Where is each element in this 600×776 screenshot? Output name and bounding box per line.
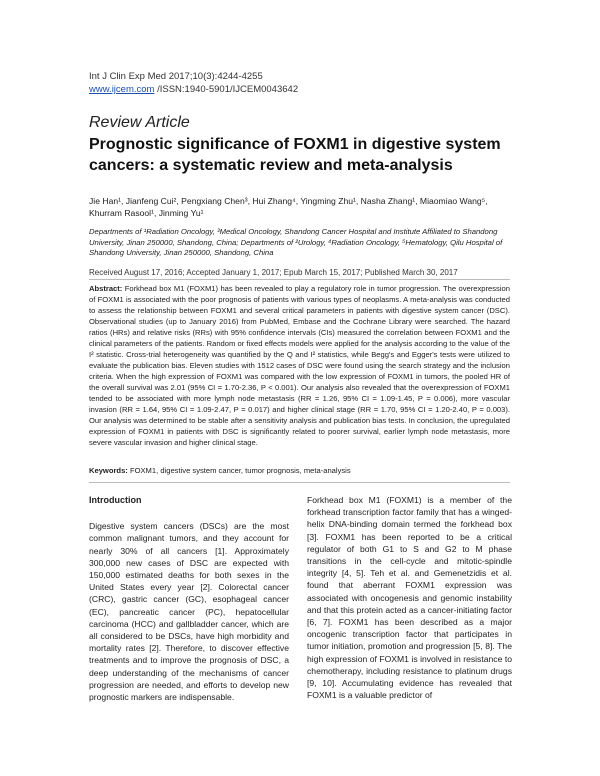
keywords: [89, 465, 510, 476]
journal-links: [89, 83, 298, 96]
author-list: Jie Han¹, Jianfeng Cui², Pengxiang Chen³, Hui Zhang⁴, Yingming Zhu¹, Nasha Zhang¹, Miaomiao Wang⁵, Khurram Rasool¹, Jinming Yu¹: [89, 196, 488, 218]
article-type: Review Article: [89, 114, 190, 131]
abstract-label: Abstract:: [89, 284, 123, 293]
journal-header: [89, 70, 298, 96]
right-column: [307, 494, 512, 701]
journal-citation: Int J Clin Exp Med 2017;10(3):4244-4255: [89, 71, 263, 82]
affiliations: Departments of ¹Radiation Oncology, ³Medical Oncology, Shandong Cancer Hospital and Institute Affiliated to Shandong University, Jinan 250000, Shandong, China; Departments of ²Urology, ⁴Radiation Oncology, ⁵Hematology, Qilu Hospital of Shandong University, Jinan 250000, Shandong, China: [89, 227, 503, 258]
divider: [89, 279, 510, 280]
intro-paragraph-right: Forkhead box M1 (FOXM1) is a member of the forkhead transcription factor family that has a winged-helix DNA-binding domain termed the forkhead box [3]. FOXM1 has been reported to be a critical regulator of both G1 to S and G2 to M phase transitions in the cell-cycle and mitotic-spindle integrity [4, 5]. Teh et al. and Gemenetzidis et al. found that aberrant FOXM1 expression was associated with oncogenesis and genomic instability and that this protein acted as a cancer-initiating factor [6, 7]. FOXM1 has been described as a major oncogenic transcription factor that participates in tumor initiation, promotion and progression [5, 8]. The high expression of FOXM1 is involved in resistance to chemotherapy, including resistance to platinum drugs [9, 10]. Accumulating evidence has revealed that FOXM1 is a valuable predictor of: [307, 495, 512, 701]
paper-title: Prognostic significance of FOXM1 in digestive system cancers: a systematic review and meta-analysis: [89, 136, 501, 174]
abstract-text: Forkhead box M1 (FOXM1) has been revealed to play a regulatory role in tumor progression. The overexpression of FOXM1 is associated with the poor prognosis of patients with various types of neoplasms. A meta-analysis was conducted to assess the relationship between FOXM1 and several critical parameters in patients with digestive system cancer (DSC). Observational studies (up to January 2016) from PubMed, Embase and the Cochrane Library were searched. The hazard ratios (HRs) and relative risks (RRs) with 95% confidence intervals (CIs) measured the correlation between FOXM1 and the clinical parameters of the patients. Random or fixed effects models were applied for the analysis according to the value of the I² statistic. Cross-trial heterogeneity was quantified by the Q and I² statistics, while Begg's and Egger's tests were utilized to evaluate the publication bias. Eleven studies with 1512 cases of DSC were found using the search strategy and the inclusion criteria. When the high expression of FOXM1 was compared with the low expression of FOXM1 in tumors, the pooled HR of the overall survival was 2.01 (95% CI = 1.70-2.36, P < 0.001). Our analysis also revealed that the overexpression of FOXM1 tended to be associated with more lymph node metastasis (RR = 1.26, 95% CI = 1.09-1.45, P = 0.006), more vascular invasion (RR = 1.64, 95% CI = 1.09-2.47, P = 0.017) and higher clinical stage (RR = 1.70, 95% CI = 1.20-2.40, P = 0.003). Our analysis was determined to be stable after a sensitivity analysis and publication bias tests. In conclusion, the upregulated expression of FOXM1 in patients with DSC is significantly related to poorer survival, earlier lymph node metastasis, more severe vascular invasion and higher clinical stage.: [89, 284, 510, 447]
journal-issn: /ISSN:1940-5901/IJCEM0043642: [154, 84, 299, 95]
keywords-label: Keywords:: [89, 466, 128, 475]
divider: [89, 482, 510, 483]
intro-paragraph-left: Digestive system cancers (DSCs) are the most common malignant tumors, and they account for nearly 30% of all cancers [1]. Approximately 300,000 new cases of DSC are expected with 150,000 estimated deaths for both sexes in the United States every year [2]. Colorectal cancer (CRC), gastric cancer (GC), esophageal cancer (EC), pancreatic cancer (PC), hepatocellular carcinoma (HCC) and gallbladder cancer, which are all considered to be DSCs, have high morbidity and mortality rates [2]. Therefore, to discover effective treatments and to improve the prognosis of DSC, a deep understanding of the mechanisms of cancer progression are needed, and efforts to develop new prognostic markers are indispensable.: [89, 521, 289, 703]
keywords-text: FOXM1, digestive system cancer, tumor prognosis, meta-analysis: [127, 466, 351, 475]
publication-dates: Received August 17, 2016; Accepted January 1, 2017; Epub March 15, 2017; Published March 30, 2017: [89, 268, 458, 277]
journal-url-link[interactable]: www.ijcem.com: [89, 84, 155, 95]
section-heading-introduction: Introduction: [89, 495, 142, 505]
left-column: [89, 494, 289, 703]
abstract: [89, 283, 510, 448]
